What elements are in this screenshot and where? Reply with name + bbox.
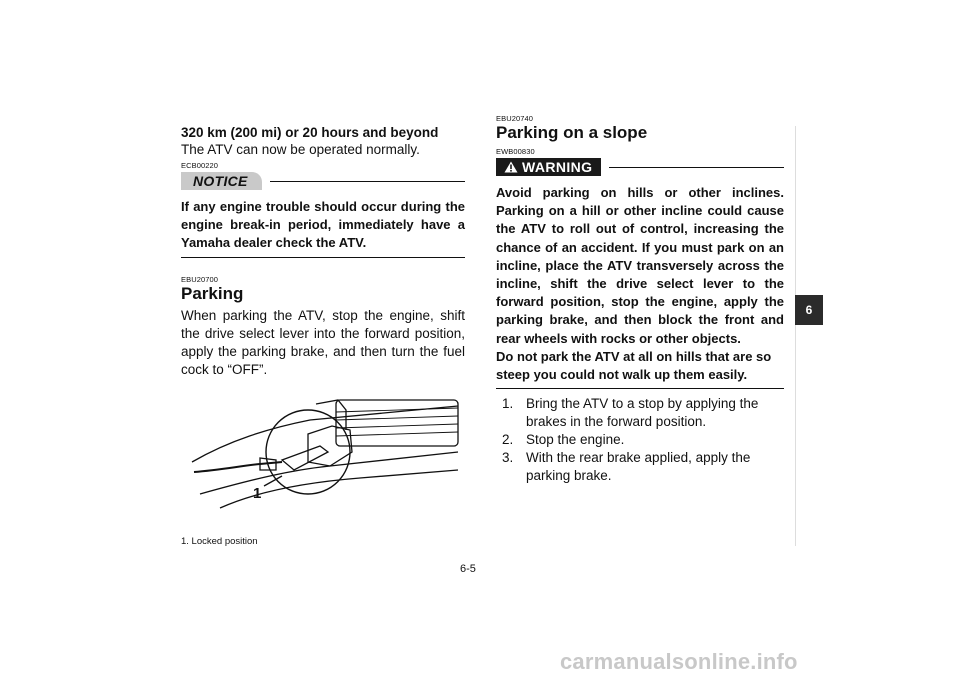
step-number: 1. (502, 396, 514, 412)
handlebar-illustration (190, 390, 462, 510)
parking-title: Parking (181, 283, 244, 303)
handlebar-figure (190, 390, 462, 510)
list-item (496, 431, 784, 449)
figure-callout-1: 1 (253, 485, 262, 502)
warning-rule (609, 167, 784, 168)
break-in-text: The ATV can now be operated normally. (181, 142, 420, 157)
parking-code: EBU20700 (181, 274, 219, 284)
notice-code: ECB00220 (181, 161, 219, 170)
step-number: 3. (502, 450, 514, 466)
notice-rule (270, 181, 465, 182)
procedure-steps (496, 395, 784, 485)
notice-badge: NOTICE (181, 172, 262, 190)
step-text: With the rear brake applied, apply the parking brake. (526, 450, 751, 484)
watermark: carmanualsonline.info (560, 649, 798, 674)
warning-header (496, 156, 784, 178)
warning-label: WARNING (522, 159, 593, 175)
warning-bottom-rule (496, 388, 784, 389)
chapter-tab: 6 (795, 295, 823, 325)
break-in-heading: 320 km (200 mi) or 20 hours and beyond (181, 125, 439, 140)
step-text: Bring the ATV to a stop by applying the brakes in the forward position. (526, 396, 759, 430)
step-number: 2. (502, 432, 514, 448)
notice-bottom-rule (181, 257, 465, 258)
list-item (496, 449, 784, 485)
warning-text-1: Avoid parking on hills or other inclines. Parking on a hill or other incline could cause the ATV to roll out of control, increasing the chance of an accident. If you must park on an incline, place the ATV transversely across the incline, shift the drive select lever to the forward position, stop the engine, apply the parking brake, and then block the front and rear wheels with rocks or other objects. (496, 185, 784, 346)
warning-code: EWB00830 (496, 147, 535, 156)
page-number: 6-5 (460, 563, 476, 575)
slope-title: Parking on a slope (496, 123, 648, 142)
warning-text-2: Do not park the ATV at all on hills that are so steep you could not walk up them easily. (496, 348, 772, 383)
left-column (181, 124, 465, 379)
slope-code: EBU20740 (496, 114, 534, 123)
step-text: Stop the engine. (526, 432, 625, 448)
right-column (496, 114, 784, 485)
notice-header (181, 170, 465, 192)
warning-triangle-icon (504, 161, 518, 173)
chapter-tab-track (795, 126, 824, 546)
figure-caption: 1. Locked position (181, 536, 258, 547)
parking-text: When parking the ATV, stop the engine, shift the drive select lever into the forward position, apply the parking brake, and then turn the fuel cock to “OFF”. (181, 307, 465, 377)
list-item (496, 395, 784, 431)
notice-text: If any engine trouble should occur during the engine break-in period, immediately have a Yamaha dealer check the ATV. (181, 199, 465, 251)
warning-badge (496, 158, 601, 176)
